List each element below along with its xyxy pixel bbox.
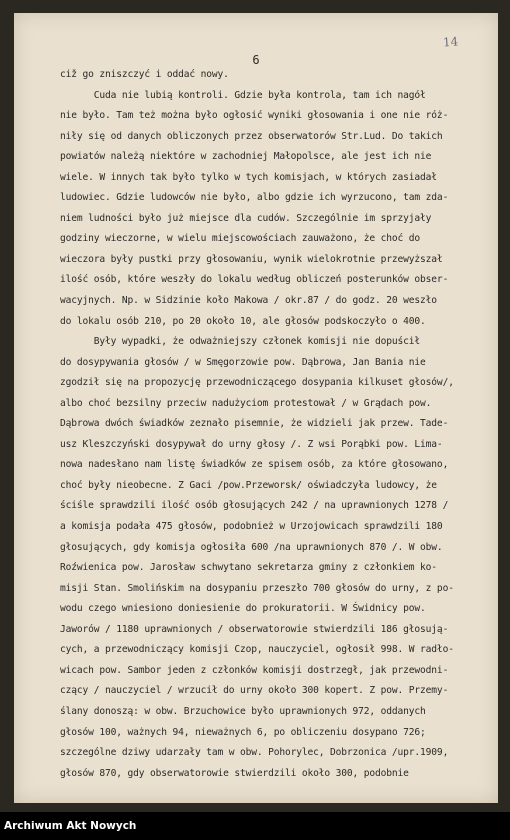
text-line: głosów 100, ważnych 94, nieważnych 6, po obliczeniu dosypano 726;: [60, 726, 426, 738]
text-line: ciž go zniszczyć i oddać nowy.: [60, 69, 229, 80]
archive-pencil-mark: 14: [442, 34, 459, 50]
document-page: [14, 13, 498, 803]
text-line: wacyjnych. Np. w Sidzinie koło Makowa / okr.87 / do godz. 20 weszło: [60, 295, 437, 307]
text-line: nie było. Tam też można było ogłosić wyniki głosowania i one nie róż-: [60, 110, 449, 122]
text-line: Roźwienica pow. Jarosław schwytano sekretarza gminy z członkiem ko-: [60, 562, 437, 574]
text-line: do lokalu osób 210, po 20 około 10, ale głosów podskoczyło o 400.: [60, 315, 426, 327]
text-line: nowa nadesłano nam listę świadków ze spisem osób, za które głosowano,: [60, 459, 449, 471]
text-line: głosów 870, gdy obserwatorowie stwierdzili około 300, podobnie: [60, 767, 409, 779]
text-line: Cuda nie lubią kontroli. Gdzie była kontrola, tam ich nagół: [60, 89, 426, 101]
text-line: szczególne dziwy udarzały tam w obw. Pohorylec, Dobrzonica /upr.1909,: [60, 747, 449, 759]
text-line: godziny wieczorne, w wielu miejscowościach zauważono, że choć do: [60, 233, 421, 245]
text-line: powiatów należą niektóre w zachodniej Małopolsce, ale jest ich nie: [60, 151, 432, 163]
text-line: usz Kleszczyński dosypywał do urny głosy /. Z wsi Porąbki pow. Lima-: [60, 438, 443, 450]
text-line: ślany donoszą: w obw. Brzuchowice było uprawnionych 972, oddanych: [60, 705, 426, 717]
text-line: czący / nauczyciel / wrzucił do urny około 300 kopert. Z pow. Przemy-: [60, 685, 449, 697]
text-line: a komisja podała 475 głosów, podobnież w Urzojowicach sprawdzili 180: [60, 521, 443, 533]
text-line: ludowiec. Gdzie ludowców nie było, albo gdzie ich wyrzucono, tam zda-: [60, 192, 449, 204]
text-line: ściśle sprawdzili ilość osób głosujących 242 / na uprawnionych 1278 /: [60, 500, 449, 512]
text-line: Były wypadki, że odważniejszy członek komisji nie dopuścił: [60, 336, 421, 348]
text-line: ilość osób, które weszły do lokalu według obliczeń posterunków obser-: [60, 274, 449, 286]
text-line: głosujących, gdy komisja ogłosiła 600 /na uprawnionych 870 /. W obw.: [60, 541, 443, 553]
text-line: Dąbrowa dwóch świadków zeznało pisemnie, że widzieli jak przew. Tade-: [60, 418, 449, 430]
text-line: wicach pow. Sambor jeden z członków komisji dostrzegł, jak przewodni-: [60, 664, 449, 676]
text-line: zgodził się na propozycję przewodniczącego dosypania kilkuset głosów/,: [60, 377, 454, 389]
text-line: albo choć bezsilny przeciw nadużyciom protestował / w Grądach pow.: [60, 397, 432, 409]
text-line: do dosypywania głosów / w Smęgorzowie pow. Dąbrowa, Jan Bania nie: [60, 356, 426, 368]
text-line: cych, a przewodniczący komisji Czop, nauczyciel, ogłosił 998. W radło-: [60, 644, 454, 656]
archive-footer-bar: [0, 812, 510, 840]
text-line: wodu czego wniesiono doniesienie do prokuratorii. W Świdnicy pow.: [60, 603, 426, 615]
text-line: misji Stan. Smolińskim na dosypaniu przeszło 700 głosów do urny, z po-: [60, 582, 454, 594]
page-number: 6: [252, 53, 260, 67]
archive-footer-label: Archiwum Akt Nowych: [4, 820, 137, 832]
text-line: Jaworów / 1180 uprawnionych / obserwatorowie stwierdzili 186 głosują-: [60, 623, 449, 635]
text-line: wiele. W innych tak było tylko w tych komisjach, w których zasiadał: [60, 171, 437, 183]
typewritten-text-body: [60, 65, 475, 784]
text-line: niem ludności było już miejsce dla cudów. Szczególnie im sprzyjały: [60, 212, 432, 224]
text-line: wieczora były pustki przy głosowaniu, wynik wielokrotnie przewyższał: [60, 253, 443, 265]
text-line: choć były nieobecne. Z Gaci /pow.Przeworsk/ oświadczyła ludowcy, że: [60, 479, 437, 491]
text-line: niły się od danych obliczonych przez obserwatorów Str.Lud. Do takich: [60, 130, 443, 142]
